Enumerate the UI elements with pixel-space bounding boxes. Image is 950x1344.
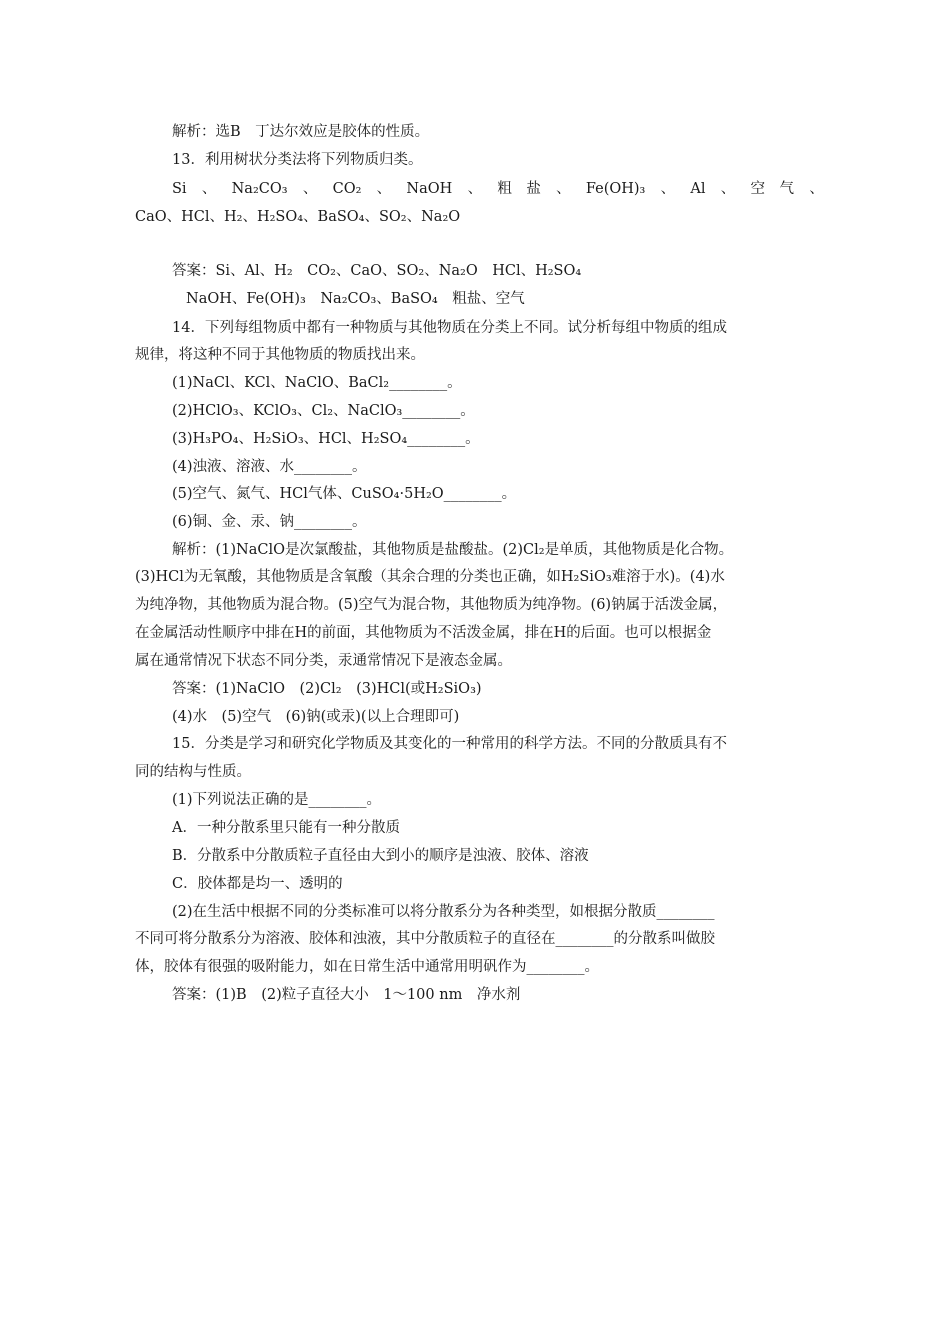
q13-answer-line1: 答案：Si、Al、H₂ CO₂、CaO、SO₂、Na₂O HCl、H₂SO₄ [172,263,582,279]
q14-analysis-line: 解析：(1)NaClO是次氯酸盐，其他物质是盐酸盐。(2)Cl₂是单质，其他物质是化合物。 [172,542,734,558]
q13-substance: 空 气 [750,181,795,197]
q13-substance: Si [172,181,187,197]
q14-title-line1: 14．下列每组物质中都有一种物质与其他物质在分类上不同。试分析每组中物质的组成 [172,320,727,336]
q15-title-line2: 同的结构与性质。 [135,764,251,780]
q15-title-line1: 15．分类是学习和研究化学物质及其变化的一种常用的科学方法。不同的分散质具有不 [172,736,727,752]
q13-separator: 、 [467,181,483,197]
q13-answer-line2: NaOH、Fe(OH)₃ Na₂CO₃、BaSO₄ 粗盐、空气 [186,291,525,307]
q13-substance: 粗 盐 [497,181,541,197]
q13-substance: Na₂CO₃ [231,181,288,197]
q15-option: B．分散系中分散质粒子直径由大到小的顺序是浊液、胶体、溶液 [172,848,589,864]
q14-item: (3)H₃PO₄、H₂SiO₃、HCl、H₂SO₄________。 [172,431,480,447]
q15-part2-line: 不同可将分散系分为溶液、胶体和浊液，其中分散质粒子的直径在________的分散系叫做胶 [135,931,715,947]
q15-part2-line: 体，胶体有很强的吸附能力，如在日常生活中通常用明矾作为________。 [135,959,599,975]
q14-analysis-line: 在金属活动性顺序中排在H的前面，其他物质为不活泼金属，排在H的后面。也可以根据金 [135,625,712,641]
q13-substance: CO₂ [332,181,362,197]
q15-option: A．一种分散系里只能有一种分散质 [172,820,400,836]
q13-substance: NaOH [406,181,453,197]
q13-separator: 、 [556,181,571,197]
q13-substances-row1 [172,179,824,199]
q13-separator: 、 [809,181,824,197]
q15-part2-line: (2)在生活中根据不同的分类标准可以将分散系分为各种类型，如根据分散质________ [172,904,715,920]
q15-part1: (1)下列说法正确的是________。 [172,792,382,808]
q13-separator: 、 [302,181,318,197]
q14-analysis-line: (3)HCl为无氧酸，其他物质是含氧酸（其余合理的分类也正确，如H₂SiO₃难溶于水)。(4)水 [135,569,725,585]
q13-separator: 、 [376,181,392,197]
q14-answer-line1: 答案：(1)NaClO (2)Cl₂ (3)HCl(或H₂SiO₃) [172,681,482,697]
q15-answer: 答案：(1)B (2)粒子直径大小 1～100 nm 净水剂 [172,987,521,1003]
q14-analysis-line: 为纯净物，其他物质为混合物。(5)空气为混合物，其他物质为纯净物。(6)钠属于活泼金属， [135,597,728,613]
q14-title-line2: 规律，将这种不同于其他物质的物质找出来。 [135,347,425,363]
q14-item: (6)铜、金、汞、钠________。 [172,514,367,530]
q14-answer-line2: (4)水 (5)空气 (6)钠(或汞)(以上合理即可) [172,709,460,725]
q13-title: 13．利用树状分类法将下列物质归类。 [172,152,423,168]
q13-separator: 、 [660,181,676,197]
q14-item: (2)HClO₃、KClO₃、Cl₂、NaClO₃________。 [172,403,475,419]
q14-analysis-line: 属在通常情况下状态不同分类，汞通常情况下是液态金属。 [135,653,512,669]
q14-item: (4)浊液、溶液、水________。 [172,459,367,475]
q14-item: (5)空气、氮气、HCl气体、CuSO₄·5H₂O________。 [172,486,517,502]
q15-option: C．胶体都是均一、透明的 [172,876,343,892]
q13-separator: 、 [720,181,736,197]
q13-substance: Fe(OH)₃ [585,181,646,197]
q13-substance: Al [690,181,706,197]
q12-analysis: 解析：选B 丁达尔效应是胶体的性质。 [172,124,430,140]
q13-separator: 、 [201,181,217,197]
q14-item: (1)NaCl、KCl、NaClO、BaCl₂________。 [172,375,462,391]
q13-substances-row2: CaO、HCl、H₂、H₂SO₄、BaSO₄、SO₂、Na₂O [135,209,461,225]
